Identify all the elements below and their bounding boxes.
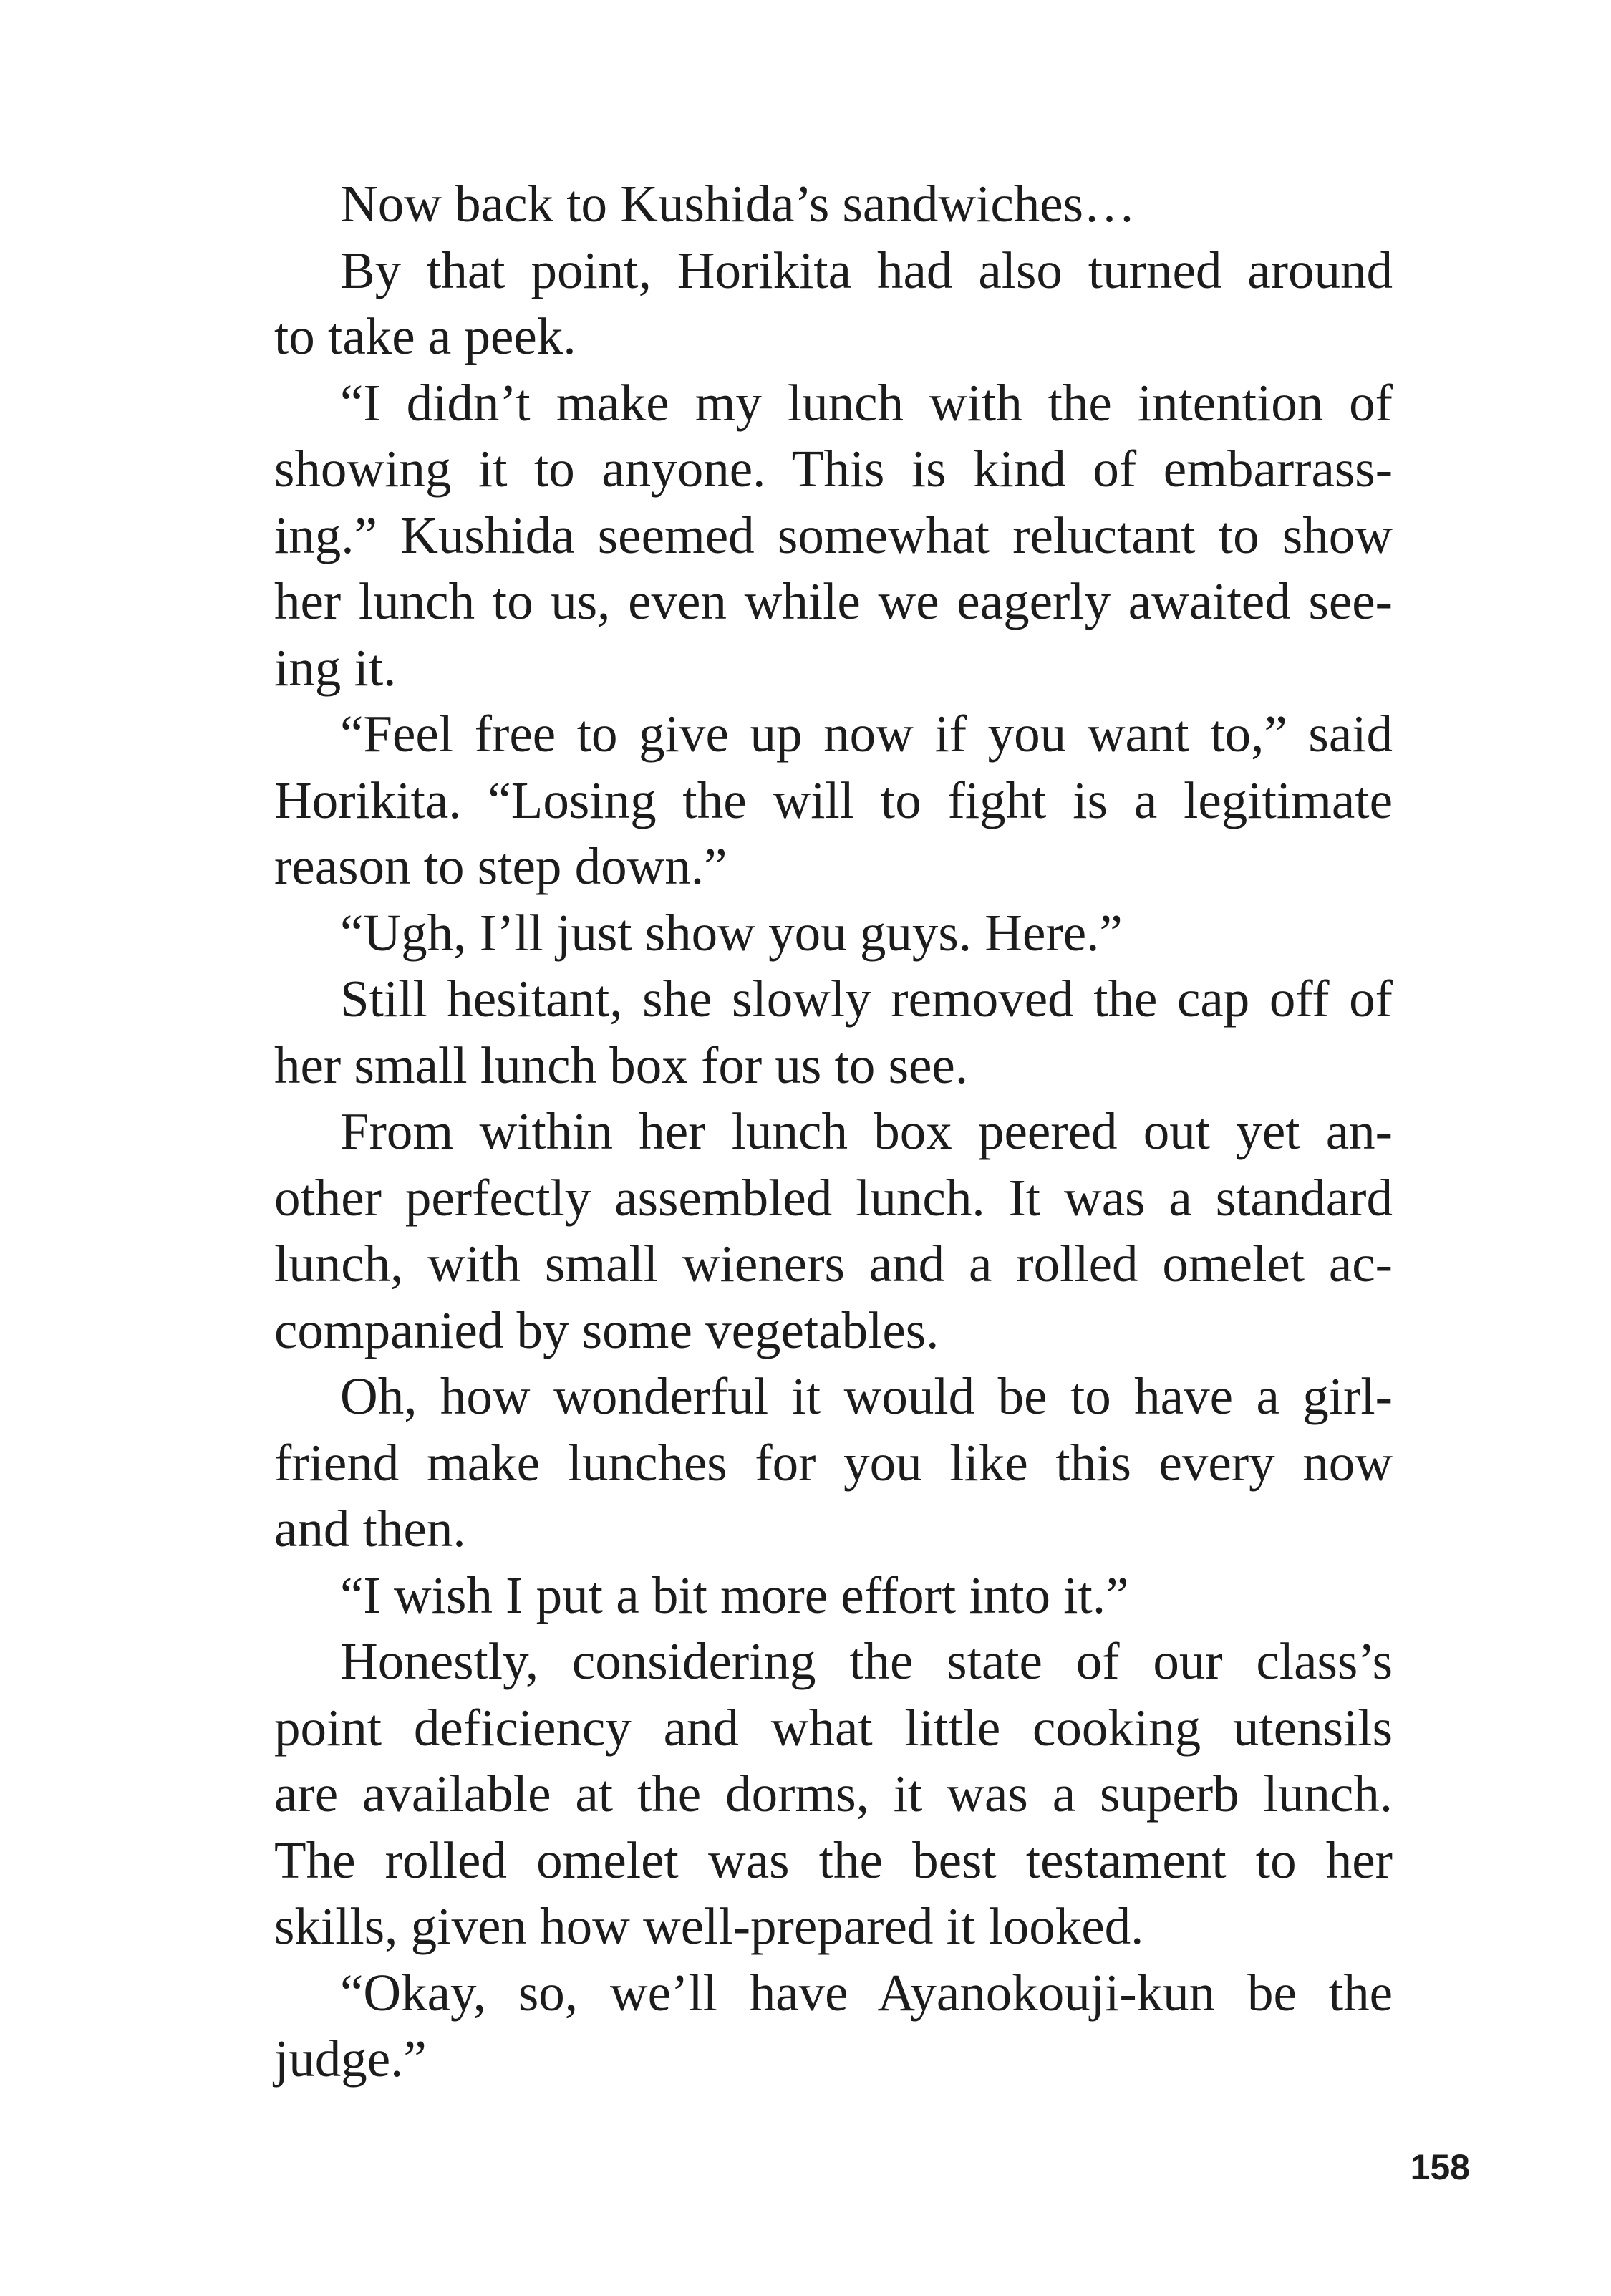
text-line: reason to step down.” bbox=[274, 837, 727, 895]
text-line: By that point, Horikita had also turned around bbox=[340, 241, 1393, 299]
text-line: skills, given how well-prepared it looked. bbox=[274, 1897, 1144, 1955]
paragraph bbox=[274, 966, 1393, 1099]
text-line: “I didn’t make my lunch with the intention of bbox=[340, 373, 1393, 432]
text-line: to take a peek. bbox=[274, 307, 576, 365]
paragraph bbox=[274, 238, 1393, 370]
paragraph bbox=[274, 1099, 1393, 1364]
text-line: ing.” Kushida seemed somewhat reluctant to show bbox=[274, 506, 1393, 564]
text-line: are available at the dorms, it was a superb lunch. bbox=[274, 1765, 1393, 1823]
text-line: From within her lunch box peered out yet an- bbox=[340, 1102, 1393, 1160]
text-line: friend make lunches for you like this every now bbox=[274, 1433, 1393, 1492]
paragraph bbox=[274, 370, 1393, 702]
text-line: companied by some vegetables. bbox=[274, 1301, 939, 1359]
text-line: Horikita. “Losing the will to fight is a legitimate bbox=[274, 771, 1393, 829]
text-line: “Ugh, I’ll just show you guys. Here.” bbox=[340, 903, 1123, 962]
page-number: 158 bbox=[1410, 2147, 1470, 2187]
text-line: Honestly, considering the state of our class’s bbox=[340, 1632, 1393, 1690]
text-line: The rolled omelet was the best testament to her bbox=[274, 1830, 1393, 1889]
text-line: Still hesitant, she slowly removed the cap off of bbox=[340, 970, 1393, 1028]
paragraph bbox=[274, 701, 1393, 900]
body-text bbox=[274, 171, 1393, 2093]
text-line: “I wish I put a bit more effort into it.” bbox=[340, 1566, 1129, 1624]
paragraph bbox=[274, 1364, 1393, 1563]
paragraph bbox=[274, 900, 1393, 967]
text-line: and then. bbox=[274, 1500, 466, 1558]
text-line: “Okay, so, we’ll have Ayanokouji-kun be the bbox=[340, 1963, 1393, 2022]
text-line: point deficiency and what little cooking utensils bbox=[274, 1698, 1393, 1757]
text-line: her lunch to us, even while we eagerly awaited see- bbox=[274, 572, 1393, 630]
text-line: showing it to anyone. This is kind of embarrass- bbox=[274, 440, 1393, 498]
paragraph bbox=[274, 171, 1393, 238]
paragraph bbox=[274, 1563, 1393, 1629]
text-line: Oh, how wonderful it would be to have a girl- bbox=[340, 1367, 1393, 1425]
text-line: Now back to Kushida’s sandwiches… bbox=[340, 175, 1136, 233]
text-line: her small lunch box for us to see. bbox=[274, 1036, 969, 1094]
text-line: “Feel free to give up now if you want to,” said bbox=[340, 705, 1393, 763]
text-line: judge.” bbox=[274, 2030, 427, 2088]
paragraph bbox=[274, 1960, 1393, 2093]
text-line: other perfectly assembled lunch. It was a standard bbox=[274, 1168, 1393, 1227]
text-line: lunch, with small wieners and a rolled omelet ac- bbox=[274, 1235, 1393, 1293]
text-line: ing it. bbox=[274, 638, 397, 697]
paragraph bbox=[274, 1629, 1393, 1960]
